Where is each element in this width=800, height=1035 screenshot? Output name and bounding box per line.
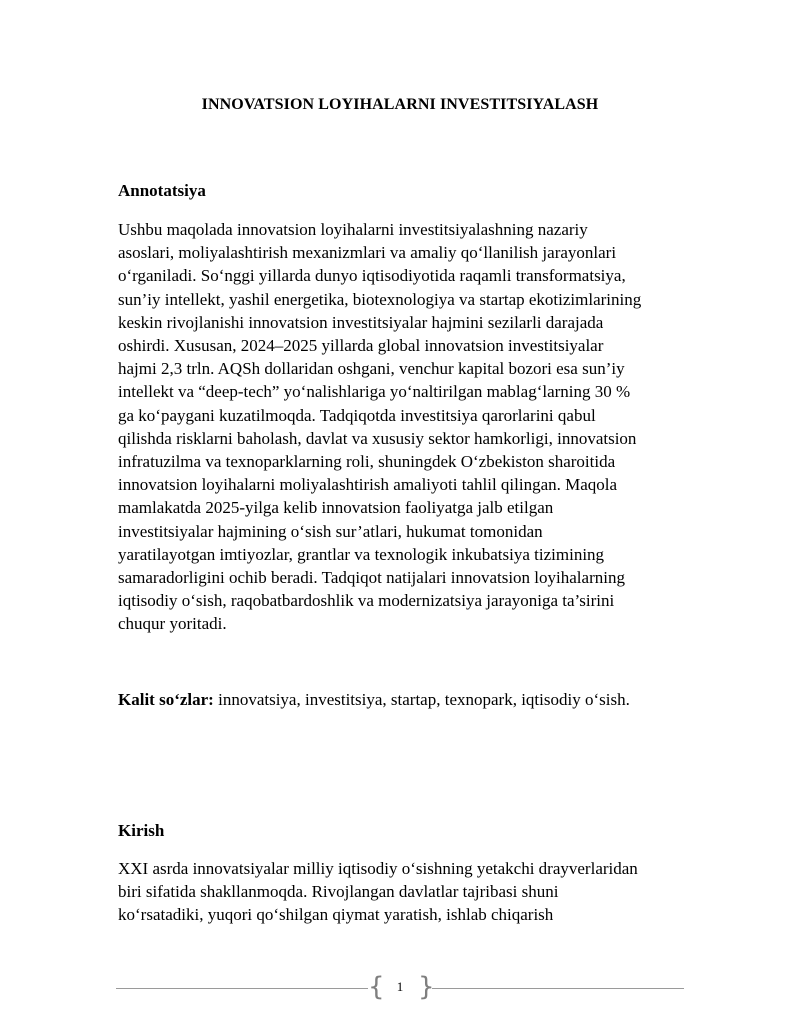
text-line: investitsiyalar hajmining o‘sish sur’atlari, hukumat tomonidan bbox=[118, 521, 543, 541]
text-line: intellekt va “deep-tech” yo‘nalishlariga yo‘naltirilgan mablag‘larning 30 % bbox=[118, 382, 631, 402]
text-line: hajmi 2,3 trln. AQSh dollaridan oshgani, venchur kapital bozori esa sun’iy bbox=[118, 359, 625, 379]
text-line: sun’iy intellekt, yashil energetika, biotexnologiya va startap ekotizimlarining bbox=[118, 289, 642, 309]
text-line: biri sifatida shakllanmoqda. Rivojlangan davlatlar tajribasi shuni bbox=[118, 882, 559, 902]
text-line: iqtisodiy o‘sish, raqobatbardoshlik va modernizatsiya jarayoniga ta’sirini bbox=[118, 591, 615, 611]
text-line: oshirdi. Xususan, 2024–2025 yillarda global innovatsion investitsiyalar bbox=[118, 336, 604, 356]
introduction-paragraph bbox=[118, 857, 693, 927]
footer-brace-open: { bbox=[368, 972, 385, 1002]
text-line: samaradorligini ochib beradi. Tadqiqot natijalari innovatsion loyihalarning bbox=[118, 568, 625, 588]
text-line: yaratilayotgan imtiyozlar, grantlar va texnologik inkubatsiya tizimining bbox=[118, 544, 605, 564]
text-line: innovatsion loyihalarni moliyalashtirish amaliyoti tahlil qilingan. Maqola bbox=[118, 475, 618, 495]
keywords-text: innovatsiya, investitsiya, startap, texnopark, iqtisodiy o‘sish. bbox=[213, 690, 630, 709]
text-line: mamlakatda 2025-yilga kelib innovatsion faoliyatga jalb etilgan bbox=[118, 498, 554, 518]
abstract-heading: Annotatsiya bbox=[118, 181, 206, 200]
page-number: 1 bbox=[396, 979, 404, 994]
footer-rule-right bbox=[432, 988, 684, 989]
text-line: asoslari, moliyalashtirish mexanizmlari va amaliy qo‘llanilish jarayonlari bbox=[118, 243, 617, 263]
keywords-label: Kalit so‘zlar: bbox=[118, 690, 214, 709]
text-line: chuqur yoritadi. bbox=[118, 614, 227, 634]
abstract-paragraph bbox=[118, 218, 693, 636]
text-line: qilishda risklarni baholash, davlat va xususiy sektor hamkorligi, innovatsion bbox=[118, 428, 637, 448]
document-title: INNOVATSION LOYIHALARNI INVESTITSIYALASH bbox=[201, 96, 599, 113]
footer-brace-close: } bbox=[418, 972, 435, 1002]
text-line: infratuzilma va texnoparklarning roli, shuningdek O‘zbekiston sharoitida bbox=[118, 452, 616, 472]
introduction-heading: Kirish bbox=[118, 821, 165, 840]
text-line: o‘rganiladi. So‘nggi yillarda dunyo iqtisodiyotida raqamli transformatsiya, bbox=[118, 266, 626, 286]
footer-rule-left bbox=[116, 988, 368, 989]
text-line: ko‘rsatadiki, yuqori qo‘shilgan qiymat yaratish, ishlab chiqarish bbox=[118, 905, 554, 925]
text-line: ga ko‘paygani kuzatilmoqda. Tadqiqotda investitsiya qarorlarini qabul bbox=[118, 405, 596, 425]
text-line: keskin rivojlanishi innovatsion investitsiyalar hajmini sezilarli darajada bbox=[118, 312, 604, 332]
keywords-paragraph bbox=[118, 688, 693, 711]
page-footer bbox=[116, 972, 684, 1004]
text-line: Ushbu maqolada innovatsion loyihalarni investitsiyalashning nazariy bbox=[118, 220, 588, 239]
text-line: XXI asrda innovatsiyalar milliy iqtisodiy o‘sishning yetakchi drayverlaridan bbox=[118, 859, 638, 878]
